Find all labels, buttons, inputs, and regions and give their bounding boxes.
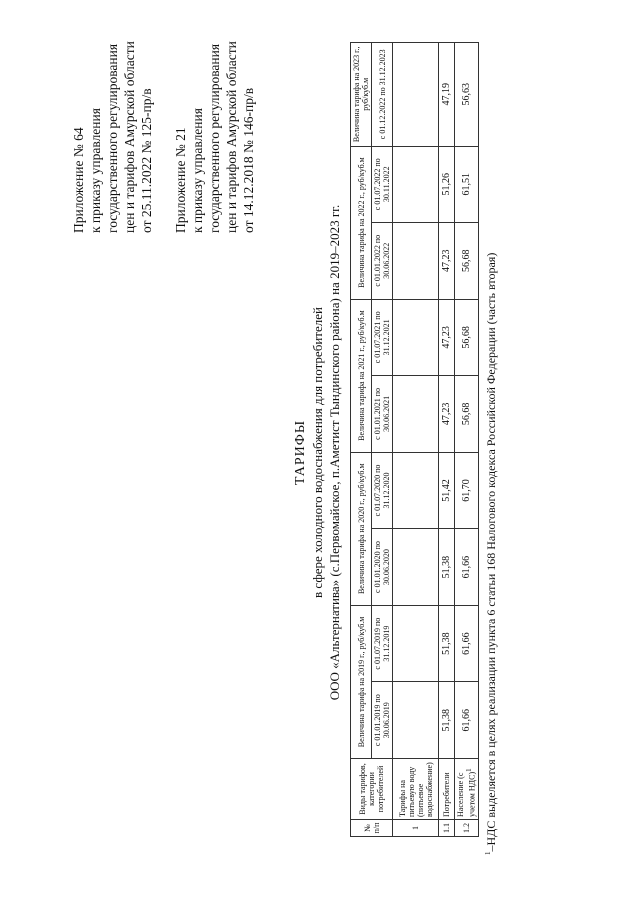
footnote-ref: 1	[465, 768, 474, 772]
table-row	[455, 43, 479, 837]
empty-cell	[393, 682, 439, 759]
header-row-2	[372, 43, 393, 837]
empty-cell	[393, 452, 439, 529]
tariff-table	[350, 42, 479, 837]
period-header: с 01.12.2022 по 31.12.2023	[372, 43, 393, 147]
empty-cell	[393, 146, 439, 222]
tariff-value: 51,26	[439, 146, 455, 222]
row-label: Население (с учетом НДС)	[456, 771, 477, 817]
tariff-value: 61,70	[455, 452, 479, 529]
empty-cell	[393, 529, 439, 606]
section-num: 1	[393, 820, 439, 837]
appendix-line: государственного регулирования	[207, 43, 222, 233]
empty-cell	[393, 605, 439, 682]
tariff-value: 47,23	[439, 222, 455, 299]
footnote-mark: 1	[484, 851, 492, 855]
group-2019: Величина тарифа на 2019 г., руб/куб.м	[351, 605, 372, 758]
appendix-line: Приложение № 21	[173, 127, 188, 233]
tariff-value: 61,66	[455, 682, 479, 759]
tariff-value: 51,38	[439, 529, 455, 606]
tariff-value: 47,23	[439, 376, 455, 453]
appendix-line: Приложение № 64	[71, 127, 86, 233]
empty-cell	[393, 376, 439, 453]
table-row	[439, 43, 455, 837]
row-num: 1.2	[455, 820, 479, 837]
header-row-1	[351, 43, 372, 837]
col-num-header: № п/п	[351, 820, 393, 837]
period-header: с 01.01.2020 по 30.06.2020	[372, 529, 393, 606]
tariff-value: 56,63	[455, 43, 479, 147]
appendix-line: от 14.12.2018 № 146-пр/в	[241, 87, 256, 233]
empty-cell	[393, 222, 439, 299]
tariff-value: 56,68	[455, 299, 479, 376]
tariff-value: 56,68	[455, 376, 479, 453]
col-kind-header: Виды тарифов, категории потребителей	[351, 759, 393, 820]
tariff-value: 51,38	[439, 605, 455, 682]
period-header: с 01.07.2021 по 31.12.2021	[372, 299, 393, 376]
period-header: с 01.01.2019 по 30.06.2019	[372, 682, 393, 759]
row-label-cell	[455, 759, 479, 820]
row-num: 1.1	[439, 820, 455, 837]
period-header: с 01.07.2022 по 30.11.2022	[372, 146, 393, 222]
group-2023: Величина тарифа на 2023 г., руб/куб.м	[351, 43, 372, 147]
appendix-21	[172, 41, 257, 233]
tariff-value: 51,42	[439, 452, 455, 529]
appendix-64	[70, 41, 155, 233]
period-header: с 01.01.2021 по 30.06.2021	[372, 376, 393, 453]
appendix-line: к приказу управления	[88, 108, 103, 233]
footnote-text: –НДС выделяется в целях реализации пункта 6 статьи 168 Налогового кодекса Российской Федерации (часть вторая)	[484, 252, 498, 852]
empty-cell	[393, 299, 439, 376]
group-2021: Величина тарифа на 2021 г., руб/куб.м	[351, 299, 372, 452]
tariff-value: 61,51	[455, 146, 479, 222]
row-label: Потребители	[439, 759, 455, 820]
appendix-line: цен и тарифов Амурской области	[224, 41, 239, 233]
appendix-line: к приказу управления	[190, 108, 205, 233]
tariff-value: 61,66	[455, 605, 479, 682]
section-row	[393, 43, 439, 837]
section-label: Тарифы на питьевую воду (питьевое водоснабжение)	[393, 759, 439, 820]
period-header: с 01.07.2020 по 31.12.2020	[372, 452, 393, 529]
period-header: с 01.07.2019 по 31.12.2019	[372, 605, 393, 682]
appendix-line: цен и тарифов Амурской области	[122, 41, 137, 233]
empty-cell	[393, 43, 439, 147]
title-sub2: ООО «Альтернатива» (с.Первомайское, п.Аметист Тындинского района) на 2019–2023 гг.	[327, 204, 342, 701]
tariff-value: 47,19	[439, 43, 455, 147]
title-sub1: в сфере холодного водоснабжения для потребителей	[310, 307, 325, 598]
tariff-value: 51,38	[439, 682, 455, 759]
footnote	[484, 253, 499, 855]
title-main: ТАРИФЫ	[293, 419, 308, 486]
tariff-value: 56,68	[455, 222, 479, 299]
group-2020: Величина тарифа на 2020 г., руб/куб.м	[351, 452, 372, 605]
appendix-line: государственного регулирования	[105, 43, 120, 233]
document-title	[292, 0, 343, 905]
tariff-value: 61,66	[455, 529, 479, 606]
tariff-value: 47,23	[439, 299, 455, 376]
period-header: с 01.01.2022 по 30.06.2022	[372, 222, 393, 299]
appendix-line: от 25.11.2022 № 125-пр/в	[139, 88, 154, 233]
group-2022: Величина тарифа на 2022 г., руб/куб.м	[351, 146, 372, 299]
